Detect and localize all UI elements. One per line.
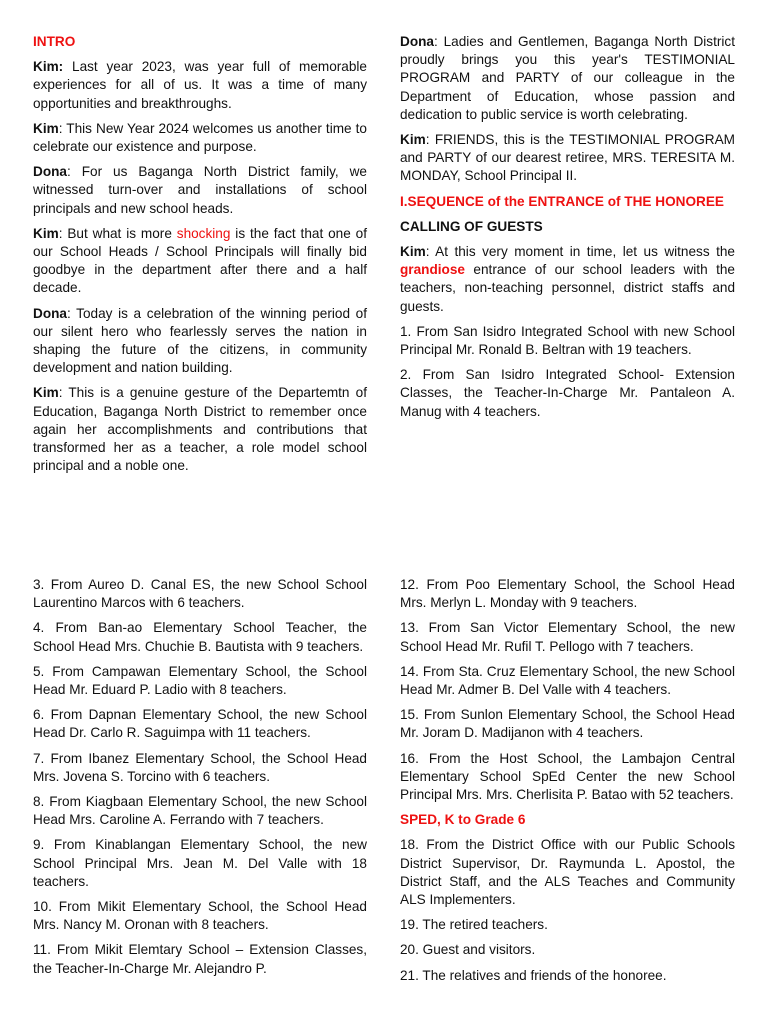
- speaker-label: Dona: [400, 34, 434, 49]
- guest-list-item: 5. From Campawan Elementary School, the School Head Mr. Eduard P. Ladio with 8 teachers.: [33, 663, 367, 698]
- intro-paragraph-2: [33, 120, 367, 156]
- guest-list-item: 15. From Sunlon Elementary School, the School Head Mr. Joram D. Madijanon with 4 teachers.: [400, 707, 735, 741]
- paragraph-text: is the fact that one of our School Heads / School Principals will finally bid goodbye in the department after there and a half decade.: [33, 225, 367, 296]
- intro-paragraph-3: [33, 163, 367, 218]
- right-paragraph-2: [400, 131, 735, 186]
- intro-paragraph-4: [33, 225, 367, 298]
- page2-right-column: [400, 576, 735, 992]
- guest-list-item: 4. From Ban-ao Elementary School Teacher, the School Head Mrs. Chuchie B. Bautista with 9 teachers.: [33, 620, 367, 654]
- calling-guests-heading: CALLING OF GUESTS: [400, 218, 543, 234]
- sequence-heading: I.SEQUENCE of the ENTRANCE of THE HONOREE: [400, 193, 724, 209]
- guest-list-item: 18. From the District Office with our Public Schools District Supervisor, Dr. Raymunda L. Apostol, the District Staff, and the ALS Teaches and Community ALS Implementers.: [400, 837, 735, 908]
- intro-paragraph-6: [33, 384, 367, 475]
- page1-right-column: [400, 33, 735, 428]
- highlighted-word: shocking: [176, 225, 231, 241]
- paragraph-text: : For us Baganga North District family, we witnessed turn-over and installations of school principals and new school heads.: [33, 164, 367, 216]
- guest-list-item: 2. From San Isidro Integrated School- Extension Classes, the Teacher-In-Charge Mr. Pantaleon A. Manug with 4 teachers.: [400, 367, 735, 419]
- page1-left-column: [33, 33, 367, 482]
- intro-heading: INTRO: [33, 34, 76, 49]
- guest-list-item: 6. From Dapnan Elementary School, the new School Head Dr. Carlo R. Saguimpa with 11 teachers.: [33, 707, 367, 741]
- paragraph-text: : At this very moment in time, let us witness the: [425, 244, 735, 260]
- guest-list-item: 1. From San Isidro Integrated School with new School Principal Mr. Ronald B. Beltran with 19 teachers.: [400, 323, 735, 358]
- speaker-label: Dona: [33, 305, 67, 321]
- sped-heading: SPED, K to Grade 6: [400, 812, 526, 828]
- guest-list-item: 20. Guest and visitors.: [400, 942, 536, 958]
- guest-list-item: 16. From the Host School, the Lambajon Central Elementary School SpEd Center the new School Principal Mrs. Mrs. Cherlisita P. Batao with 52 teachers.: [400, 750, 735, 803]
- paragraph-text: : This is a genuine gesture of the Departemtn of Education, Baganga North District to remember once again her accomplishments and contributions that transformed her as a teacher, a role model school principal and a noble one.: [33, 385, 367, 474]
- right-paragraph-1: [400, 33, 735, 124]
- speaker-label: Kim: [400, 132, 426, 148]
- speaker-label: Kim: [33, 385, 59, 401]
- guest-list-item: 14. From Sta. Cruz Elementary School, the new School Head Mr. Admer B. Del Valle with 4 teachers.: [400, 663, 735, 698]
- guest-list-item: 8. From Kiagbaan Elementary School, the new School Head Mrs. Caroline A. Ferrando with 7 teachers.: [33, 794, 367, 828]
- speaker-label: Kim: [33, 225, 59, 241]
- page2-left-column: [33, 576, 367, 985]
- paragraph-text: : FRIENDS, this is the TESTIMONIAL PROGRAM and PARTY of our dearest retiree, MRS. TERESITA M. MONDAY, School Principal II.: [400, 132, 735, 184]
- highlighted-word: grandiose: [400, 262, 465, 278]
- paragraph-text: entrance of our school leaders with the teachers, non-teaching personnel, district staffs and guests.: [400, 262, 735, 314]
- guest-list-item: 7. From Ibanez Elementary School, the School Head Mrs. Jovena S. Torcino with 6 teachers.: [33, 750, 367, 784]
- guest-list-item: 13. From San Victor Elementary School, the new School Head Mr. Rufil T. Pellogo with 7 teachers.: [400, 620, 735, 654]
- intro-paragraph-1: [33, 58, 367, 113]
- guest-list-item: 12. From Poo Elementary School, the School Head Mrs. Merlyn L. Monday with 9 teachers.: [400, 577, 735, 611]
- paragraph-text: : But what is more: [58, 225, 177, 241]
- paragraph-text: : This New Year 2024 welcomes us another time to celebrate our existence and purpose.: [33, 120, 367, 155]
- right-paragraph-3: [400, 243, 735, 316]
- speaker-label: Kim:: [33, 59, 64, 75]
- paragraph-text: : Today is a celebration of the winning period of our silent hero who fearlessly serves the nation in shaping the future of the citizens, in community development and nation building.: [33, 305, 367, 376]
- intro-paragraph-5: [33, 305, 367, 378]
- speaker-label: Kim: [33, 120, 59, 136]
- paragraph-text: : Ladies and Gentlemen, Baganga North District proudly brings you this year's TESTIMONIAL PROGRAM and PARTY of our colleague in the Department of Education, whose passion and dedication to public service is worth celebrating.: [400, 34, 735, 122]
- speaker-label: Kim: [400, 244, 426, 260]
- speaker-label: Dona: [33, 164, 67, 180]
- guest-list-item: 19. The retired teachers.: [400, 917, 548, 933]
- guest-list-item: 10. From Mikit Elementary School, the School Head Mrs. Nancy M. Oronan with 8 teachers.: [33, 899, 367, 933]
- guest-list-item: 3. From Aureo D. Canal ES, the new School School Laurentino Marcos with 6 teachers.: [33, 577, 367, 611]
- paragraph-text: Last year 2023, was year full of memorable experiences for all of us. It was a time of many opportunities and breakthroughs.: [33, 59, 367, 111]
- guest-list-item: 21. The relatives and friends of the honoree.: [400, 967, 667, 983]
- guest-list-item: 11. From Mikit Elemtary School – Extension Classes, the Teacher-In-Charge Mr. Alejandro P.: [33, 942, 367, 976]
- guest-list-item: 9. From Kinablangan Elementary School, the new School Principal Mrs. Jean M. Del Valle with 18 teachers.: [33, 837, 367, 889]
